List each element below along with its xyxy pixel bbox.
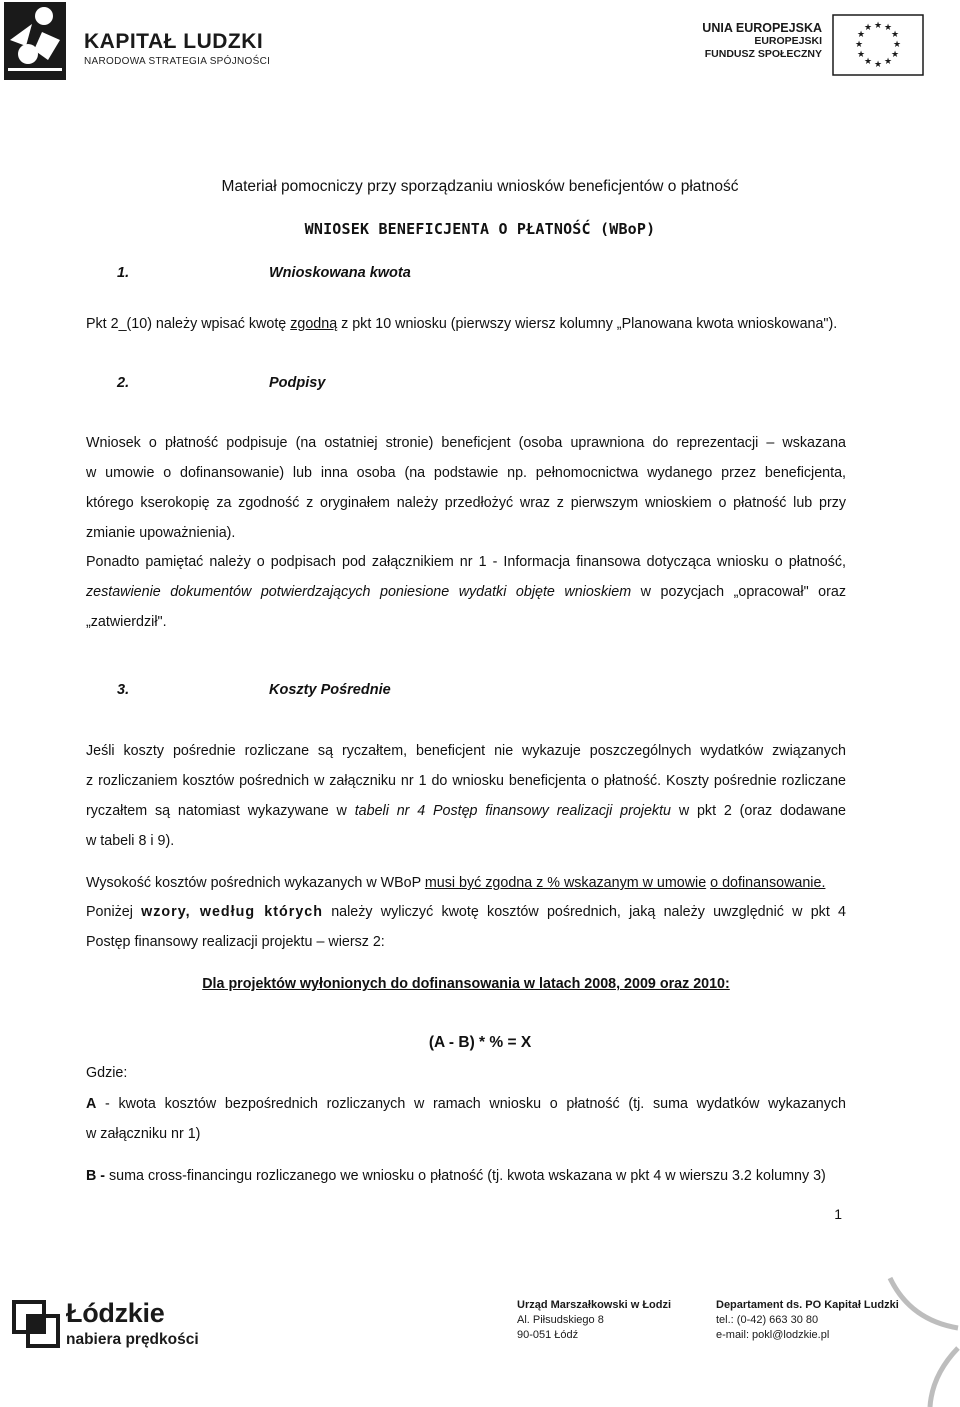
svg-text:★: ★ xyxy=(873,21,883,31)
s2-p2-line-2 xyxy=(86,583,846,601)
kapital-ludzki-logo-icon xyxy=(4,2,66,80)
department-phone: tel.: (0-42) 663 30 80 xyxy=(716,1314,819,1326)
s2-p1-line-1: Wniosek o płatność podpisuje (na ostatniej stronie) beneficjent (osoba uprawniona do reprezentacji – wskazana xyxy=(86,435,846,451)
s3-p1-line-3-a: ryczałtem są natomiast wykazywane w xyxy=(86,803,355,819)
svg-text:★: ★ xyxy=(873,60,883,70)
s2-p2-line-1: Ponadto pamiętać należy o podpisach pod załącznikiem nr 1 - Informacja finansowa dotycząca wniosku o płatność, xyxy=(86,554,846,570)
office-city: 90-051 Łódź xyxy=(517,1329,579,1341)
s3-table-title: tabeli nr 4 Postęp finansowy realizacji projektu xyxy=(354,803,672,819)
a-label: A xyxy=(86,1096,97,1112)
s3-p2 xyxy=(86,874,846,892)
b-label: B - xyxy=(86,1168,106,1184)
svg-text:★: ★ xyxy=(863,57,873,67)
s3-p1-line-3-b: w pkt 2 (oraz dodawane xyxy=(671,803,846,819)
svg-text:★: ★ xyxy=(883,23,893,33)
svg-text:★: ★ xyxy=(883,57,893,67)
s3-p1-line-3 xyxy=(86,802,846,820)
department-contact xyxy=(716,1298,899,1343)
s3-p1-line-1: Jeśli koszty pośrednie rozliczane są ryczałtem, beneficjent nie wykazuje poszczególnych wydatków związanych xyxy=(86,743,846,759)
a-definition-line-2: w załączniku nr 1) xyxy=(86,1126,201,1142)
a-text: - kwota kosztów bezpośrednich rozliczanych w ramach wniosku o płatność (tj. suma wydatków wykazanych xyxy=(96,1096,846,1112)
svg-text:★: ★ xyxy=(892,40,902,50)
s2-p2-line-3: „zatwierdził". xyxy=(86,614,167,630)
svg-text:★: ★ xyxy=(890,30,900,40)
projects-heading: Dla projektów wyłonionych do dofinansowania w latach 2008, 2009 oraz 2010: xyxy=(202,976,730,992)
lodzkie-title: Łódzkie xyxy=(66,1298,165,1328)
s3-p3-line-2: Postęp finansowy realizacji projektu – wiersz 2: xyxy=(86,934,385,950)
office-address xyxy=(517,1298,671,1343)
s2-attachment-title: zestawienie dokumentów potwierdzających poniesione wydatki objęte wnioskiem xyxy=(86,584,632,600)
b-definition xyxy=(86,1167,846,1185)
s3-p1-line-2: z rozliczaniem kosztów pośrednich w załączniku nr 1 do wniosku beneficjenta o płatność. Koszty pośrednie rozliczane xyxy=(86,773,846,789)
department-email: e-mail: pokl@lodzkie.pl xyxy=(716,1329,830,1341)
s3-p2-a: Wysokość kosztów pośrednich wykazanych w WBoP xyxy=(86,875,425,891)
eu-label xyxy=(702,22,822,61)
s2-p1-line-4: zmianie upoważnienia). xyxy=(86,525,236,541)
department-name: Departament ds. PO Kapitał Ludzki xyxy=(716,1299,899,1311)
svg-text:★: ★ xyxy=(890,50,900,60)
a-definition-line-1 xyxy=(86,1095,846,1113)
decorative-arc-icon xyxy=(870,1160,960,1407)
s3-p3-c: należy wyliczyć kwotę kosztów pośrednich, jaką należy uwzględnić w pkt 4 xyxy=(322,904,846,920)
b-text: suma cross-financingu rozliczanego we wniosku o płatność (tj. kwota wskazana w pkt 4 w wierszu 3.2 kolumny 3) xyxy=(105,1168,826,1184)
lodzkie-logo-icon xyxy=(12,1300,60,1348)
s3-p2-underline-2: o dofinansowanie. xyxy=(710,875,826,891)
eu-line-3: FUNDUSZ SPOŁECZNY xyxy=(704,48,822,60)
section-2-title: Podpisy xyxy=(269,375,326,391)
s3-p1-line-4: w tabeli 8 i 9). xyxy=(86,833,175,849)
eu-line-2: EUROPEJSKI xyxy=(754,35,822,47)
s3-p3-bold: wzory, według których xyxy=(141,904,323,920)
svg-text:★: ★ xyxy=(856,30,866,40)
section-3-title: Koszty Pośrednie xyxy=(269,682,391,698)
document-subtitle: WNIOSEK BENEFICJENTA O PŁATNOŚĆ (WBoP) xyxy=(304,220,656,238)
s2-p2-line-2-rest: w pozycjach „opracował" oraz xyxy=(631,584,846,600)
s3-p2-underline-1: musi być zgodna z % wskazanym w umowie xyxy=(424,875,707,891)
s3-p3-line-1 xyxy=(86,903,846,921)
where-label: Gdzie: xyxy=(86,1065,128,1081)
lodzkie-subtitle: nabiera prędkości xyxy=(66,1331,199,1348)
page-number: 1 xyxy=(834,1206,842,1222)
svg-text:★: ★ xyxy=(856,50,866,60)
office-name: Urząd Marszałkowski w Łodzi xyxy=(517,1299,672,1311)
svg-text:★: ★ xyxy=(854,40,864,50)
section-1-title: Wnioskowana kwota xyxy=(269,265,411,281)
office-street: Al. Piłsudskiego 8 xyxy=(517,1314,604,1326)
formula: (A - B) * % = X xyxy=(428,1034,532,1051)
s2-p1-line-2: w umowie o dofinansowanie) lub inna osoba (na podstawie np. pełnomocnictwa wydanego przez beneficjenta, xyxy=(86,465,846,481)
eu-flag-icon xyxy=(832,14,924,76)
section-1-number: 1. xyxy=(117,265,130,281)
s1-text-underlined: zgodną xyxy=(290,316,338,332)
s3-p3-a: Poniżej xyxy=(86,904,142,920)
s1-text-a: Pkt 2_(10) należy wpisać kwotę xyxy=(86,316,291,332)
kapital-ludzki-title: KAPITAŁ LUDZKI xyxy=(84,30,264,53)
eu-line-1: UNIA EUROPEJSKA xyxy=(702,21,822,35)
svg-text:★: ★ xyxy=(863,23,873,33)
kapital-ludzki-subtitle: NARODOWA STRATEGIA SPÓJNOŚCI xyxy=(84,56,271,67)
document-title: Materiał pomocniczy przy sporządzaniu wniosków beneficjentów o płatność xyxy=(221,178,739,195)
section-2-number: 2. xyxy=(117,375,130,391)
s2-p1-line-3: którego kserokopię za zgodność z oryginałem należy przedłożyć wraz z pierwszym wnioskiem o płatność lub przy xyxy=(86,495,846,511)
section-1-paragraph xyxy=(86,315,846,333)
section-3-number: 3. xyxy=(117,682,130,698)
s1-text-b: z pkt 10 wniosku (pierwszy wiersz kolumny „Planowana kwota wnioskowana"). xyxy=(337,316,838,332)
